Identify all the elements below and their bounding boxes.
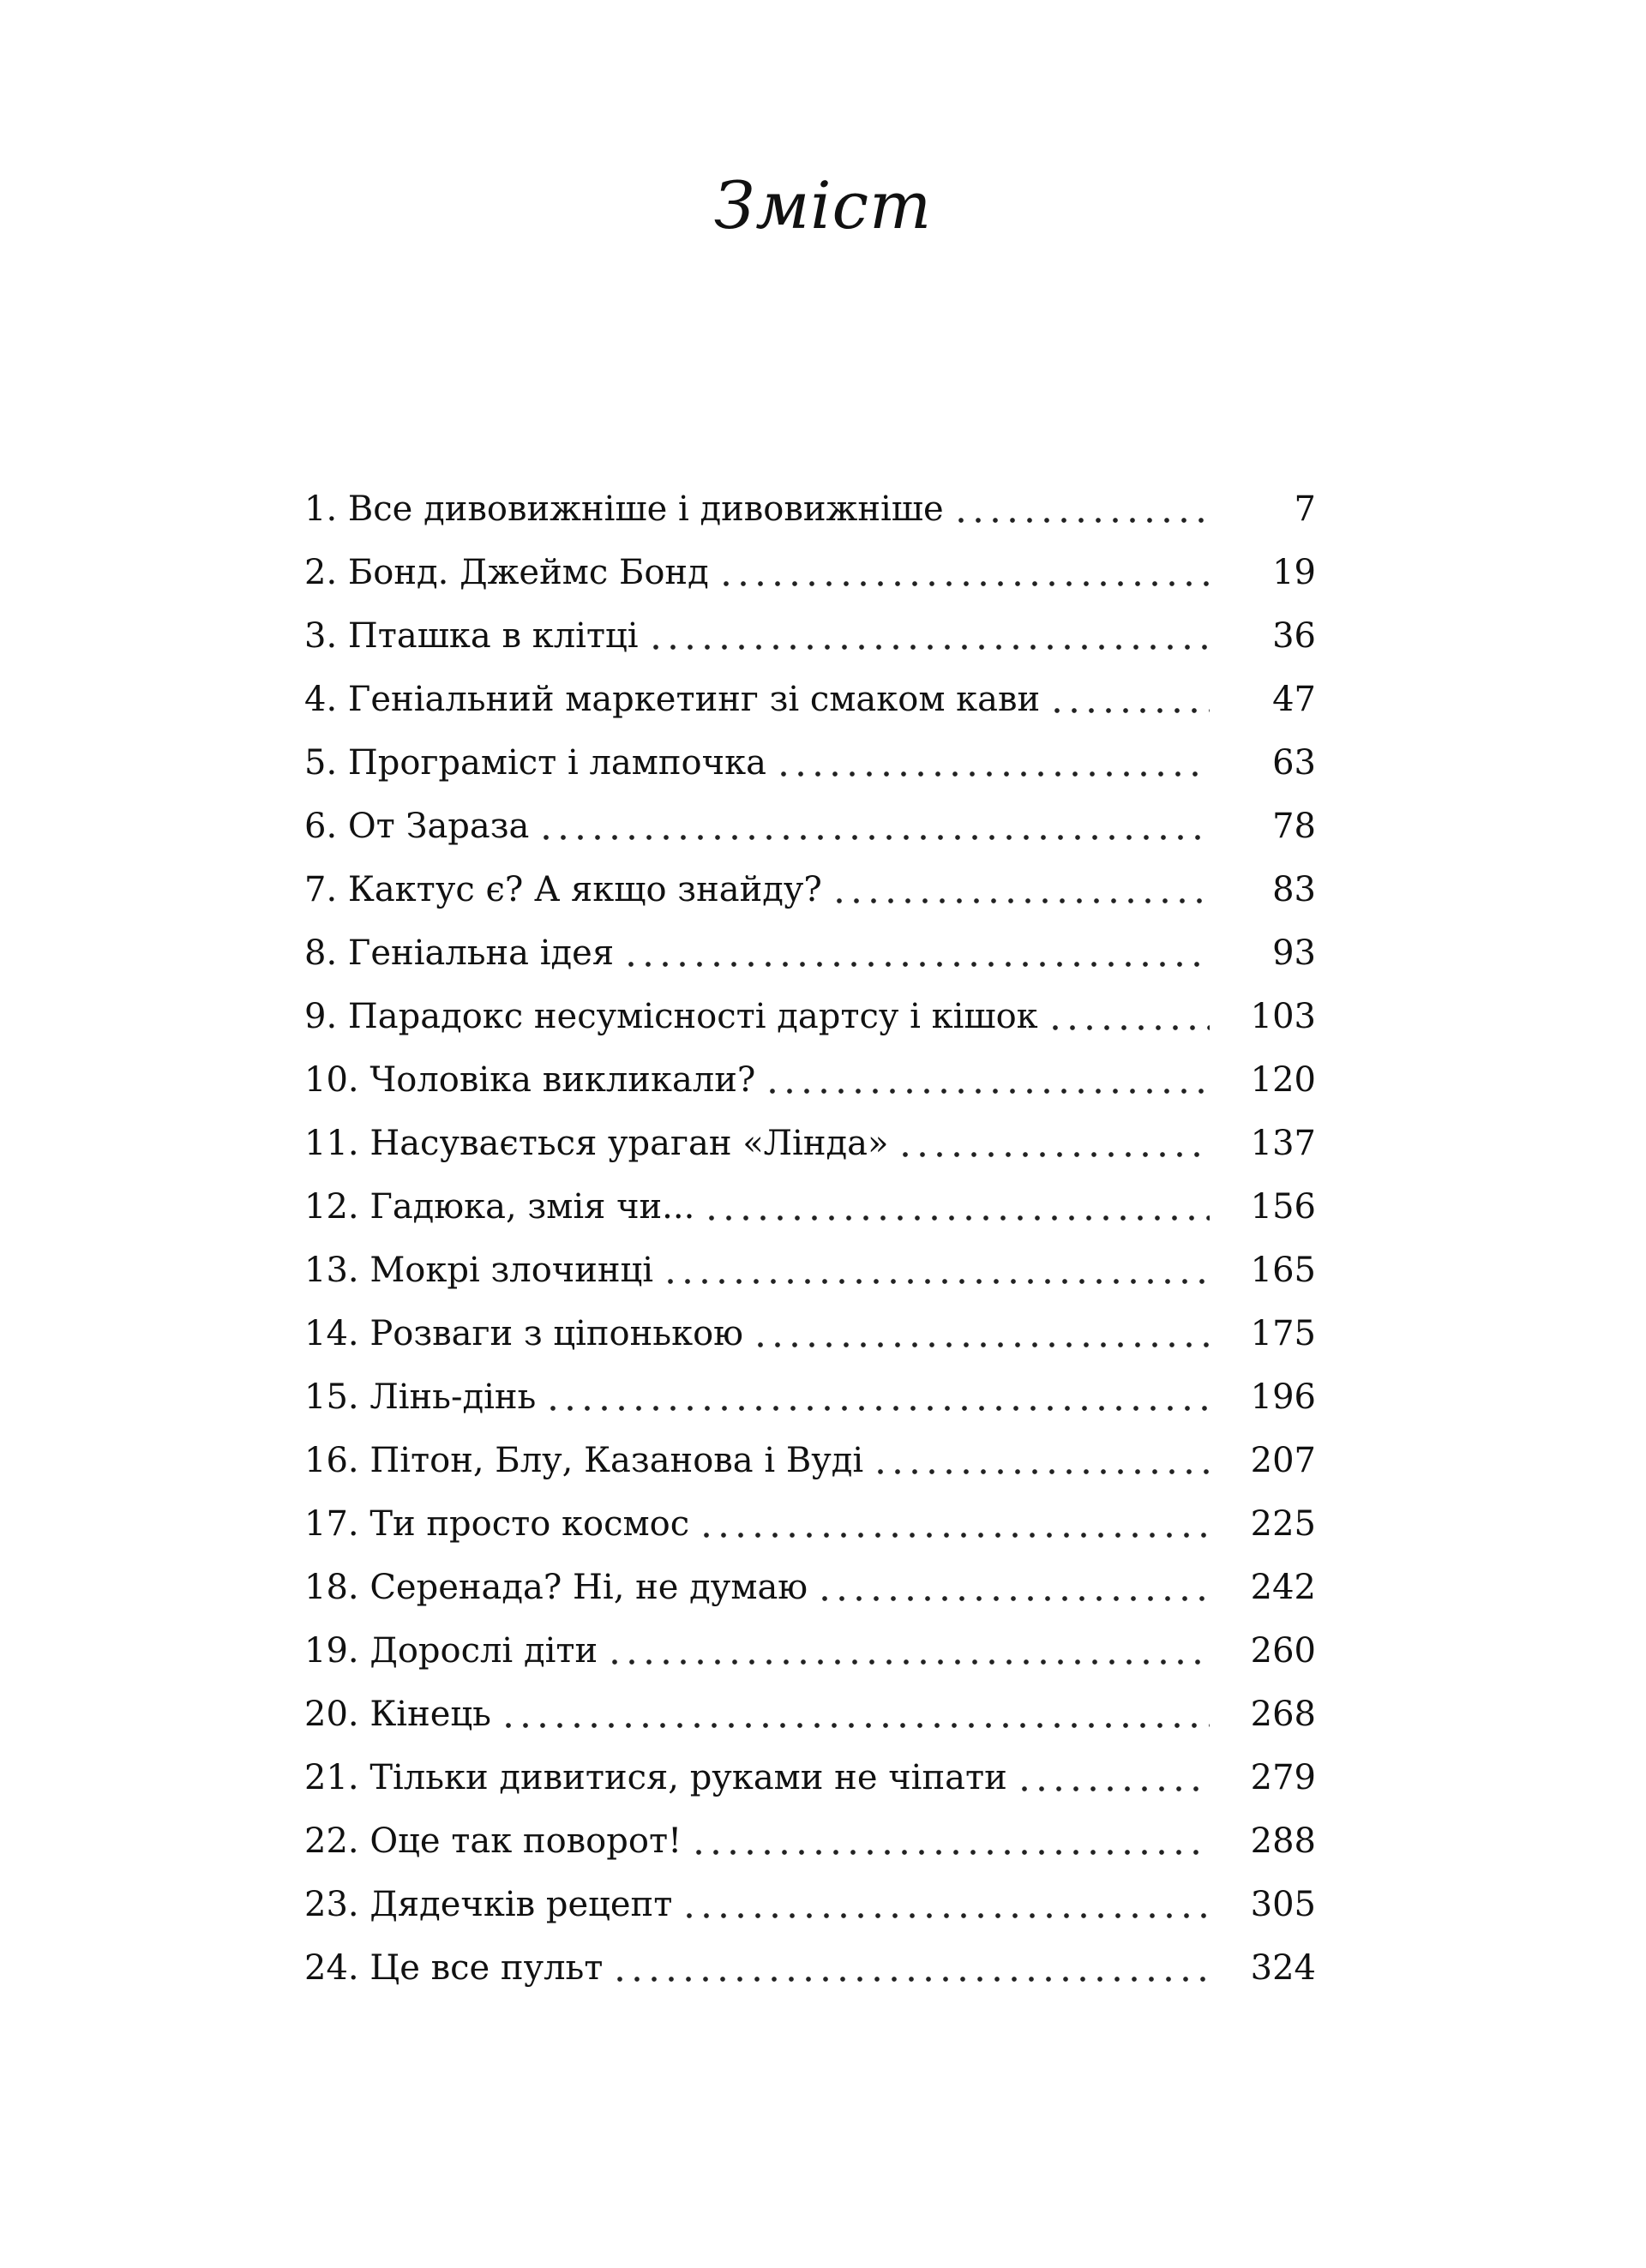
- toc-page-number: 47: [1272, 680, 1316, 719]
- dot-leader: [703, 1215, 1210, 1221]
- dot-leader: [622, 962, 1210, 967]
- toc-entry: [304, 1867, 1316, 1930]
- toc-chapter-title: 9. Парадокс несумісності дартсу і кішок: [304, 997, 1038, 1036]
- toc-page-number: 36: [1272, 616, 1316, 656]
- toc-page-number: 242: [1250, 1568, 1316, 1607]
- toc-chapter-title: 24. Це все пульт: [304, 1948, 604, 1988]
- toc-page-number: 288: [1250, 1821, 1316, 1861]
- toc-entry: [304, 1550, 1316, 1613]
- toc-chapter-title: 12. Гадюка, змія чи...: [304, 1187, 695, 1227]
- dot-leader: [1048, 708, 1210, 713]
- toc-page-number: 305: [1250, 1885, 1316, 1924]
- toc-chapter-title: 3. Пташка в клітці: [304, 616, 639, 656]
- toc-entry: [304, 1042, 1316, 1106]
- toc-page-number: 165: [1250, 1251, 1316, 1290]
- toc-chapter-title: 14. Розваги з ціпонькою: [304, 1314, 743, 1353]
- dot-leader: [897, 1152, 1210, 1157]
- toc-chapter-title: 2. Бонд. Джеймс Бонд: [304, 553, 709, 592]
- toc-chapter-title: 22. Оце так поворот!: [304, 1821, 682, 1861]
- toc-chapter-title: 20. Кінець: [304, 1695, 491, 1734]
- toc-page-number: 19: [1272, 553, 1316, 592]
- toc-page-number: 196: [1250, 1377, 1316, 1417]
- toc-page-number: 268: [1250, 1695, 1316, 1734]
- toc-chapter-title: 19. Дорослі діти: [304, 1631, 598, 1671]
- toc-chapter-title: 1. Все дивовижніше і дивовижніше: [304, 489, 944, 529]
- dot-leader: [690, 1850, 1210, 1855]
- toc-page-number: 63: [1272, 743, 1316, 783]
- toc-entry: [304, 1169, 1316, 1233]
- toc-chapter-title: 23. Дядечків рецепт: [304, 1885, 673, 1924]
- toc-entry: [304, 1613, 1316, 1677]
- dot-leader: [681, 1913, 1210, 1918]
- toc-chapter-title: 4. Геніальний маркетинг зі смаком кави: [304, 680, 1041, 719]
- toc-entry: [304, 535, 1316, 598]
- dot-leader: [1047, 1025, 1210, 1030]
- toc-list: [304, 471, 1316, 1994]
- toc-page-number: 7: [1294, 489, 1316, 529]
- toc-page-number: 103: [1250, 997, 1316, 1036]
- toc-entry: [304, 915, 1316, 979]
- toc-entry: [304, 1677, 1316, 1740]
- toc-entry: [304, 1106, 1316, 1169]
- toc-page-number: 324: [1250, 1948, 1316, 1988]
- toc-entry: [304, 1423, 1316, 1486]
- dot-leader: [952, 518, 1210, 523]
- toc-chapter-title: 13. Мокрі злочинці: [304, 1251, 654, 1290]
- toc-entry: [304, 471, 1316, 535]
- toc-page-number: 83: [1272, 870, 1316, 909]
- toc-chapter-title: 7. Кактус є? А якщо знайду?: [304, 870, 822, 909]
- toc-entry: [304, 1486, 1316, 1550]
- dot-leader: [764, 1089, 1210, 1094]
- toc-page-number: 93: [1272, 933, 1316, 973]
- toc-chapter-title: 15. Лінь-дінь: [304, 1377, 537, 1417]
- toc-entry: [304, 979, 1316, 1042]
- toc-chapter-title: 17. Ти просто космос: [304, 1504, 690, 1544]
- toc-page-number: 279: [1250, 1758, 1316, 1797]
- toc-chapter-title: 11. Насувається ураган «Лінда»: [304, 1124, 889, 1163]
- dot-leader: [647, 645, 1210, 650]
- toc-entry: [304, 662, 1316, 725]
- dot-leader: [698, 1533, 1210, 1538]
- toc-page-number: 137: [1250, 1124, 1316, 1163]
- toc-page-number: 225: [1250, 1504, 1316, 1544]
- toc-entry: [304, 852, 1316, 915]
- toc-chapter-title: 16. Пітон, Блу, Казанова і Вуді: [304, 1441, 864, 1480]
- toc-chapter-title: 5. Програміст і лампочка: [304, 743, 766, 783]
- dot-leader: [538, 835, 1210, 840]
- toc-page-number: 78: [1272, 807, 1316, 846]
- toc-page-number: 260: [1250, 1631, 1316, 1671]
- dot-leader: [872, 1469, 1210, 1474]
- dot-leader: [816, 1596, 1210, 1601]
- dot-leader: [611, 1977, 1210, 1982]
- dot-leader: [752, 1342, 1210, 1347]
- toc-entry: [304, 1803, 1316, 1867]
- toc-chapter-title: 18. Серенада? Ні, не думаю: [304, 1568, 808, 1607]
- toc-entry: [304, 725, 1316, 789]
- toc-entry: [304, 1930, 1316, 1994]
- dot-leader: [662, 1279, 1210, 1284]
- toc-page-number: 175: [1250, 1314, 1316, 1353]
- dot-leader: [831, 898, 1210, 903]
- dot-leader: [544, 1406, 1210, 1411]
- toc-title: Зміст: [713, 167, 933, 243]
- toc-entry: [304, 1233, 1316, 1296]
- toc-chapter-title: 8. Геніальна ідея: [304, 933, 615, 973]
- toc-entry: [304, 789, 1316, 852]
- toc-entry: [304, 1359, 1316, 1423]
- toc-chapter-title: 10. Чоловіка викликали?: [304, 1060, 756, 1100]
- toc-page-number: 156: [1250, 1187, 1316, 1227]
- toc-chapter-title: 21. Тільки дивитися, руками не чіпати: [304, 1758, 1007, 1797]
- dot-leader: [1016, 1786, 1210, 1791]
- toc-entry: [304, 1740, 1316, 1803]
- dot-leader: [775, 771, 1210, 777]
- toc-page-number: 120: [1250, 1060, 1316, 1100]
- dot-leader: [606, 1659, 1210, 1665]
- toc-chapter-title: 6. От Зараза: [304, 807, 530, 846]
- dot-leader: [718, 581, 1210, 586]
- toc-entry: [304, 1296, 1316, 1359]
- toc-page-number: 207: [1250, 1441, 1316, 1480]
- dot-leader: [500, 1723, 1210, 1728]
- toc-entry: [304, 598, 1316, 662]
